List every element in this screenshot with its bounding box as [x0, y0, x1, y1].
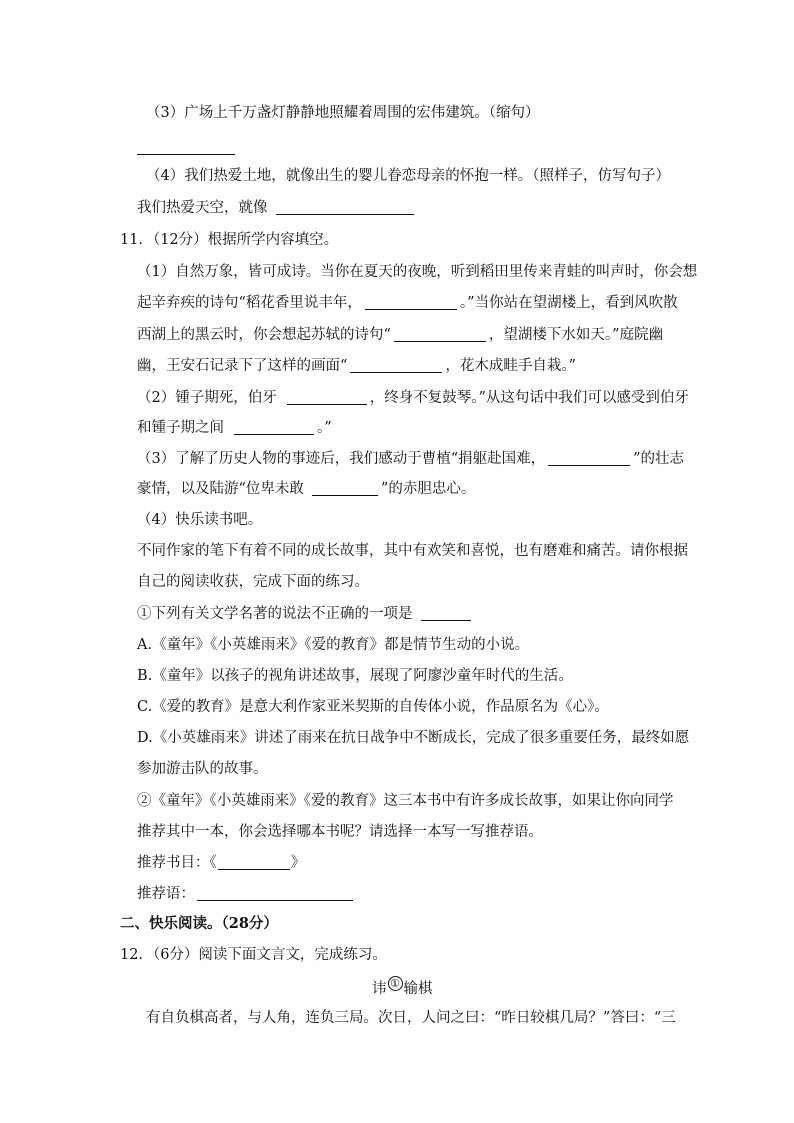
- q11-p2-line2: [137, 418, 332, 438]
- text: 起辛弃疾的诗句“稻花香里说丰年，: [137, 295, 362, 311]
- q11-sub1: [137, 604, 474, 624]
- q11-p4-line1: 不同作家的笔下有着不同的成长故事，其中有欢笑和喜悦，也有磨难和痛苦。请你根据: [137, 543, 688, 559]
- q11-p1-line2: [137, 293, 678, 313]
- text: ，望湖楼下水如天。”庭院幽: [488, 327, 664, 343]
- q11-p3-line1: [137, 449, 684, 469]
- text: 》: [290, 855, 306, 871]
- fill-blank[interactable]: [287, 390, 367, 405]
- q12-header: 12．（6分）阅读下面文言文，完成练习。: [120, 947, 387, 963]
- passage-title: [372, 976, 433, 999]
- q11-sub2-line1: ②《童年》《小英雄雨来》《爱的教育》这三本书中有许多成长故事，如果让你向同学: [137, 793, 674, 809]
- q10-item3: （3）广场上千万盏灯静静地照耀着周围的宏伟建筑。（缩句）: [146, 105, 540, 121]
- q10-item4-prompt: 我们热爱天空，就像: [137, 200, 268, 216]
- fill-blank[interactable]: [350, 358, 442, 373]
- passage-text: 有自负棋高者，与人角，连负三局。次日，人问之曰：“昨日较棋几局？”答曰：“三: [146, 1010, 676, 1026]
- fill-blank[interactable]: [234, 420, 314, 435]
- option-d-line2: 参加游击队的故事。: [137, 761, 268, 777]
- text: 。”当你站在望湖楼上，看到风吹散: [459, 295, 678, 311]
- text: 。”: [317, 420, 332, 436]
- text: （2）锺子期死，伯牙: [137, 390, 277, 406]
- text: 豪情，以及陆游“位卑未敢: [137, 481, 304, 497]
- text: 和锺子期之间: [137, 420, 224, 436]
- q11-p1-line3: [137, 325, 663, 345]
- q11-sub2-line2: 推荐其中一本，你会选择哪本书呢？请选择一本写一写推荐语。: [137, 824, 543, 840]
- book-blank[interactable]: [218, 855, 290, 870]
- option-c: C.《爱的教育》是意大利作家亚米契斯的自传体小说，作品原名为《心》。: [137, 699, 609, 715]
- reason-blank[interactable]: [197, 886, 353, 901]
- text: （3）了解了历史人物的事迹后，我们感动于曹植“捐躯赴国难，: [137, 451, 546, 467]
- fill-blank[interactable]: [365, 295, 457, 310]
- text: ，终身不复鼓琴。”从这句话中我们可以感受到伯牙: [369, 390, 689, 406]
- q10-item3-answer-blank[interactable]: [137, 138, 235, 158]
- text: 推荐书目：《: [137, 855, 217, 871]
- fill-blank[interactable]: [312, 481, 378, 496]
- text: 输棋: [403, 981, 433, 997]
- fill-blank[interactable]: [394, 327, 486, 342]
- q10-item4-answer: [137, 198, 417, 218]
- fill-blank[interactable]: [548, 451, 630, 466]
- recommended-book: [137, 853, 305, 873]
- q10-item4-blank[interactable]: [276, 200, 414, 215]
- option-a: A.《童年》《小英雄雨来》《爱的教育》都是情节生动的小说。: [137, 637, 530, 653]
- text: 西湖上的黑云时，你会想起苏轼的诗句“: [137, 327, 391, 343]
- text: 推荐语：: [137, 886, 195, 902]
- choice-blank[interactable]: [421, 606, 471, 621]
- section-heading: 二、快乐阅读。（28分）: [120, 915, 278, 932]
- text: ”的壮志: [633, 451, 685, 467]
- option-b: B.《童年》以孩子的视角讲述故事，展现了阿廖沙童年时代的生活。: [137, 668, 573, 684]
- q10-item4: （4）我们热爱土地，就像出生的婴儿眷恋母亲的怀抱一样。（照样子，仿写句子）: [146, 168, 670, 184]
- q11-p2-line1: [137, 388, 689, 408]
- text: 讳: [372, 981, 387, 997]
- text: 幽，王安石记录下了这样的画面“: [137, 358, 348, 374]
- text: ”的赤胆忠心。: [380, 481, 476, 497]
- option-d-line1: D.《小英雄雨来》讲述了雨来在抗日战争中不断成长，完成了很多重要任务，最终如愿: [137, 730, 690, 746]
- q11-p4: （4）快乐读书吧。: [137, 512, 263, 528]
- q11-p4-line2: 自己的阅读收获，完成下面的练习。: [137, 574, 369, 590]
- q11-p3-line2: [137, 479, 475, 499]
- text: ，花木成畦手自栽。”: [445, 358, 577, 374]
- q11-header: 11．（12分）根据所学内容填空。: [120, 232, 339, 248]
- text: ①下列有关文学名著的说法不正确的一项是: [137, 606, 413, 622]
- q11-p1-line1: （1）自然万象，皆可成诗。当你在夏天的夜晚，听到稻田里传来青蛙的叫声时，你会想: [137, 264, 698, 280]
- footnote-marker: ①: [388, 976, 403, 991]
- recommendation: [137, 884, 356, 904]
- q11-p1-line4: [137, 356, 576, 376]
